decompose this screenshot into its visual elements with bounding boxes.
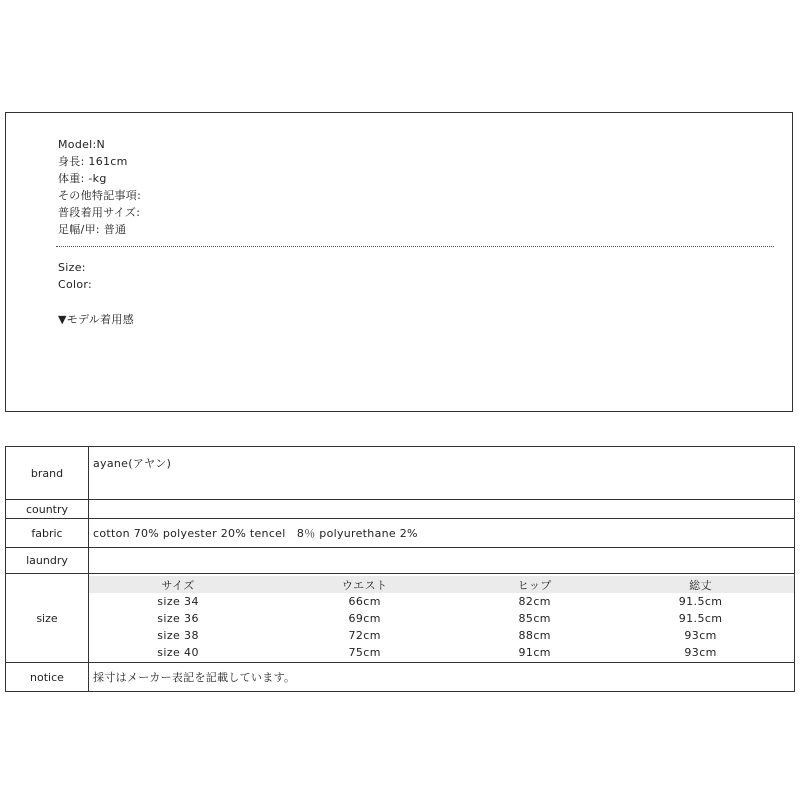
brand-value: ayane(アヤン) xyxy=(89,447,795,500)
laundry-label: laundry xyxy=(6,548,89,574)
spec-row-country xyxy=(6,500,795,519)
waist-cell: 69cm xyxy=(348,612,381,625)
model-notes: その他特記事項: xyxy=(58,189,142,202)
size-row xyxy=(89,593,794,610)
size-chart-cell xyxy=(89,574,795,663)
fabric-label: fabric xyxy=(6,519,89,548)
length-cell: 93cm xyxy=(684,646,717,659)
hip-cell: 91cm xyxy=(518,646,551,659)
country-value xyxy=(89,500,795,519)
model-name: Model:N xyxy=(58,138,106,151)
spec-row-size xyxy=(6,574,795,663)
worn-color-label: Color: xyxy=(58,278,93,291)
waist-cell: 72cm xyxy=(348,629,381,642)
size-row xyxy=(89,610,794,627)
spec-row-laundry xyxy=(6,548,795,574)
model-fit-note: ▼モデル着用感 xyxy=(58,313,135,326)
size-header-hip: ヒップ xyxy=(462,576,607,593)
notice-value: 採寸はメーカー表記を記載しています。 xyxy=(89,663,795,692)
size-cell: size 36 xyxy=(157,612,199,625)
spec-row-brand xyxy=(6,447,795,500)
spec-row-fabric xyxy=(6,519,795,548)
spec-row-notice xyxy=(6,663,795,692)
size-chart-header xyxy=(89,576,794,593)
dotted-divider xyxy=(56,246,774,247)
size-header-size: サイズ xyxy=(89,576,267,593)
model-info-box xyxy=(5,112,793,412)
hip-cell: 88cm xyxy=(518,629,551,642)
notice-label: notice xyxy=(6,663,89,692)
brand-label: brand xyxy=(6,447,89,500)
size-header-length: 総丈 xyxy=(607,576,794,593)
hip-cell: 82cm xyxy=(518,595,551,608)
spec-table xyxy=(5,446,795,692)
size-cell: size 40 xyxy=(157,646,199,659)
fabric-value: cotton 70% polyester 20% tencel 8％ polyurethane 2% xyxy=(89,519,795,548)
model-usual-size: 普段着用サイズ: xyxy=(58,206,141,219)
model-wear-info xyxy=(58,259,92,293)
size-label: size xyxy=(6,574,89,663)
hip-cell: 85cm xyxy=(518,612,551,625)
length-cell: 91.5cm xyxy=(678,612,723,625)
model-weight: 体重: -kg xyxy=(58,172,107,185)
waist-cell: 66cm xyxy=(348,595,381,608)
country-label: country xyxy=(6,500,89,519)
laundry-value xyxy=(89,548,795,574)
size-cell: size 34 xyxy=(157,595,199,608)
size-header-waist: ウエスト xyxy=(267,576,462,593)
model-height: 身長: 161cm xyxy=(58,155,128,168)
size-chart xyxy=(89,576,794,661)
size-cell: size 38 xyxy=(157,629,199,642)
size-row xyxy=(89,627,794,644)
worn-size-label: Size: xyxy=(58,261,86,274)
size-row xyxy=(89,644,794,661)
model-details xyxy=(58,136,141,238)
model-foot-width: 足幅/甲: 普通 xyxy=(58,223,127,236)
waist-cell: 75cm xyxy=(348,646,381,659)
length-cell: 91.5cm xyxy=(678,595,723,608)
length-cell: 93cm xyxy=(684,629,717,642)
